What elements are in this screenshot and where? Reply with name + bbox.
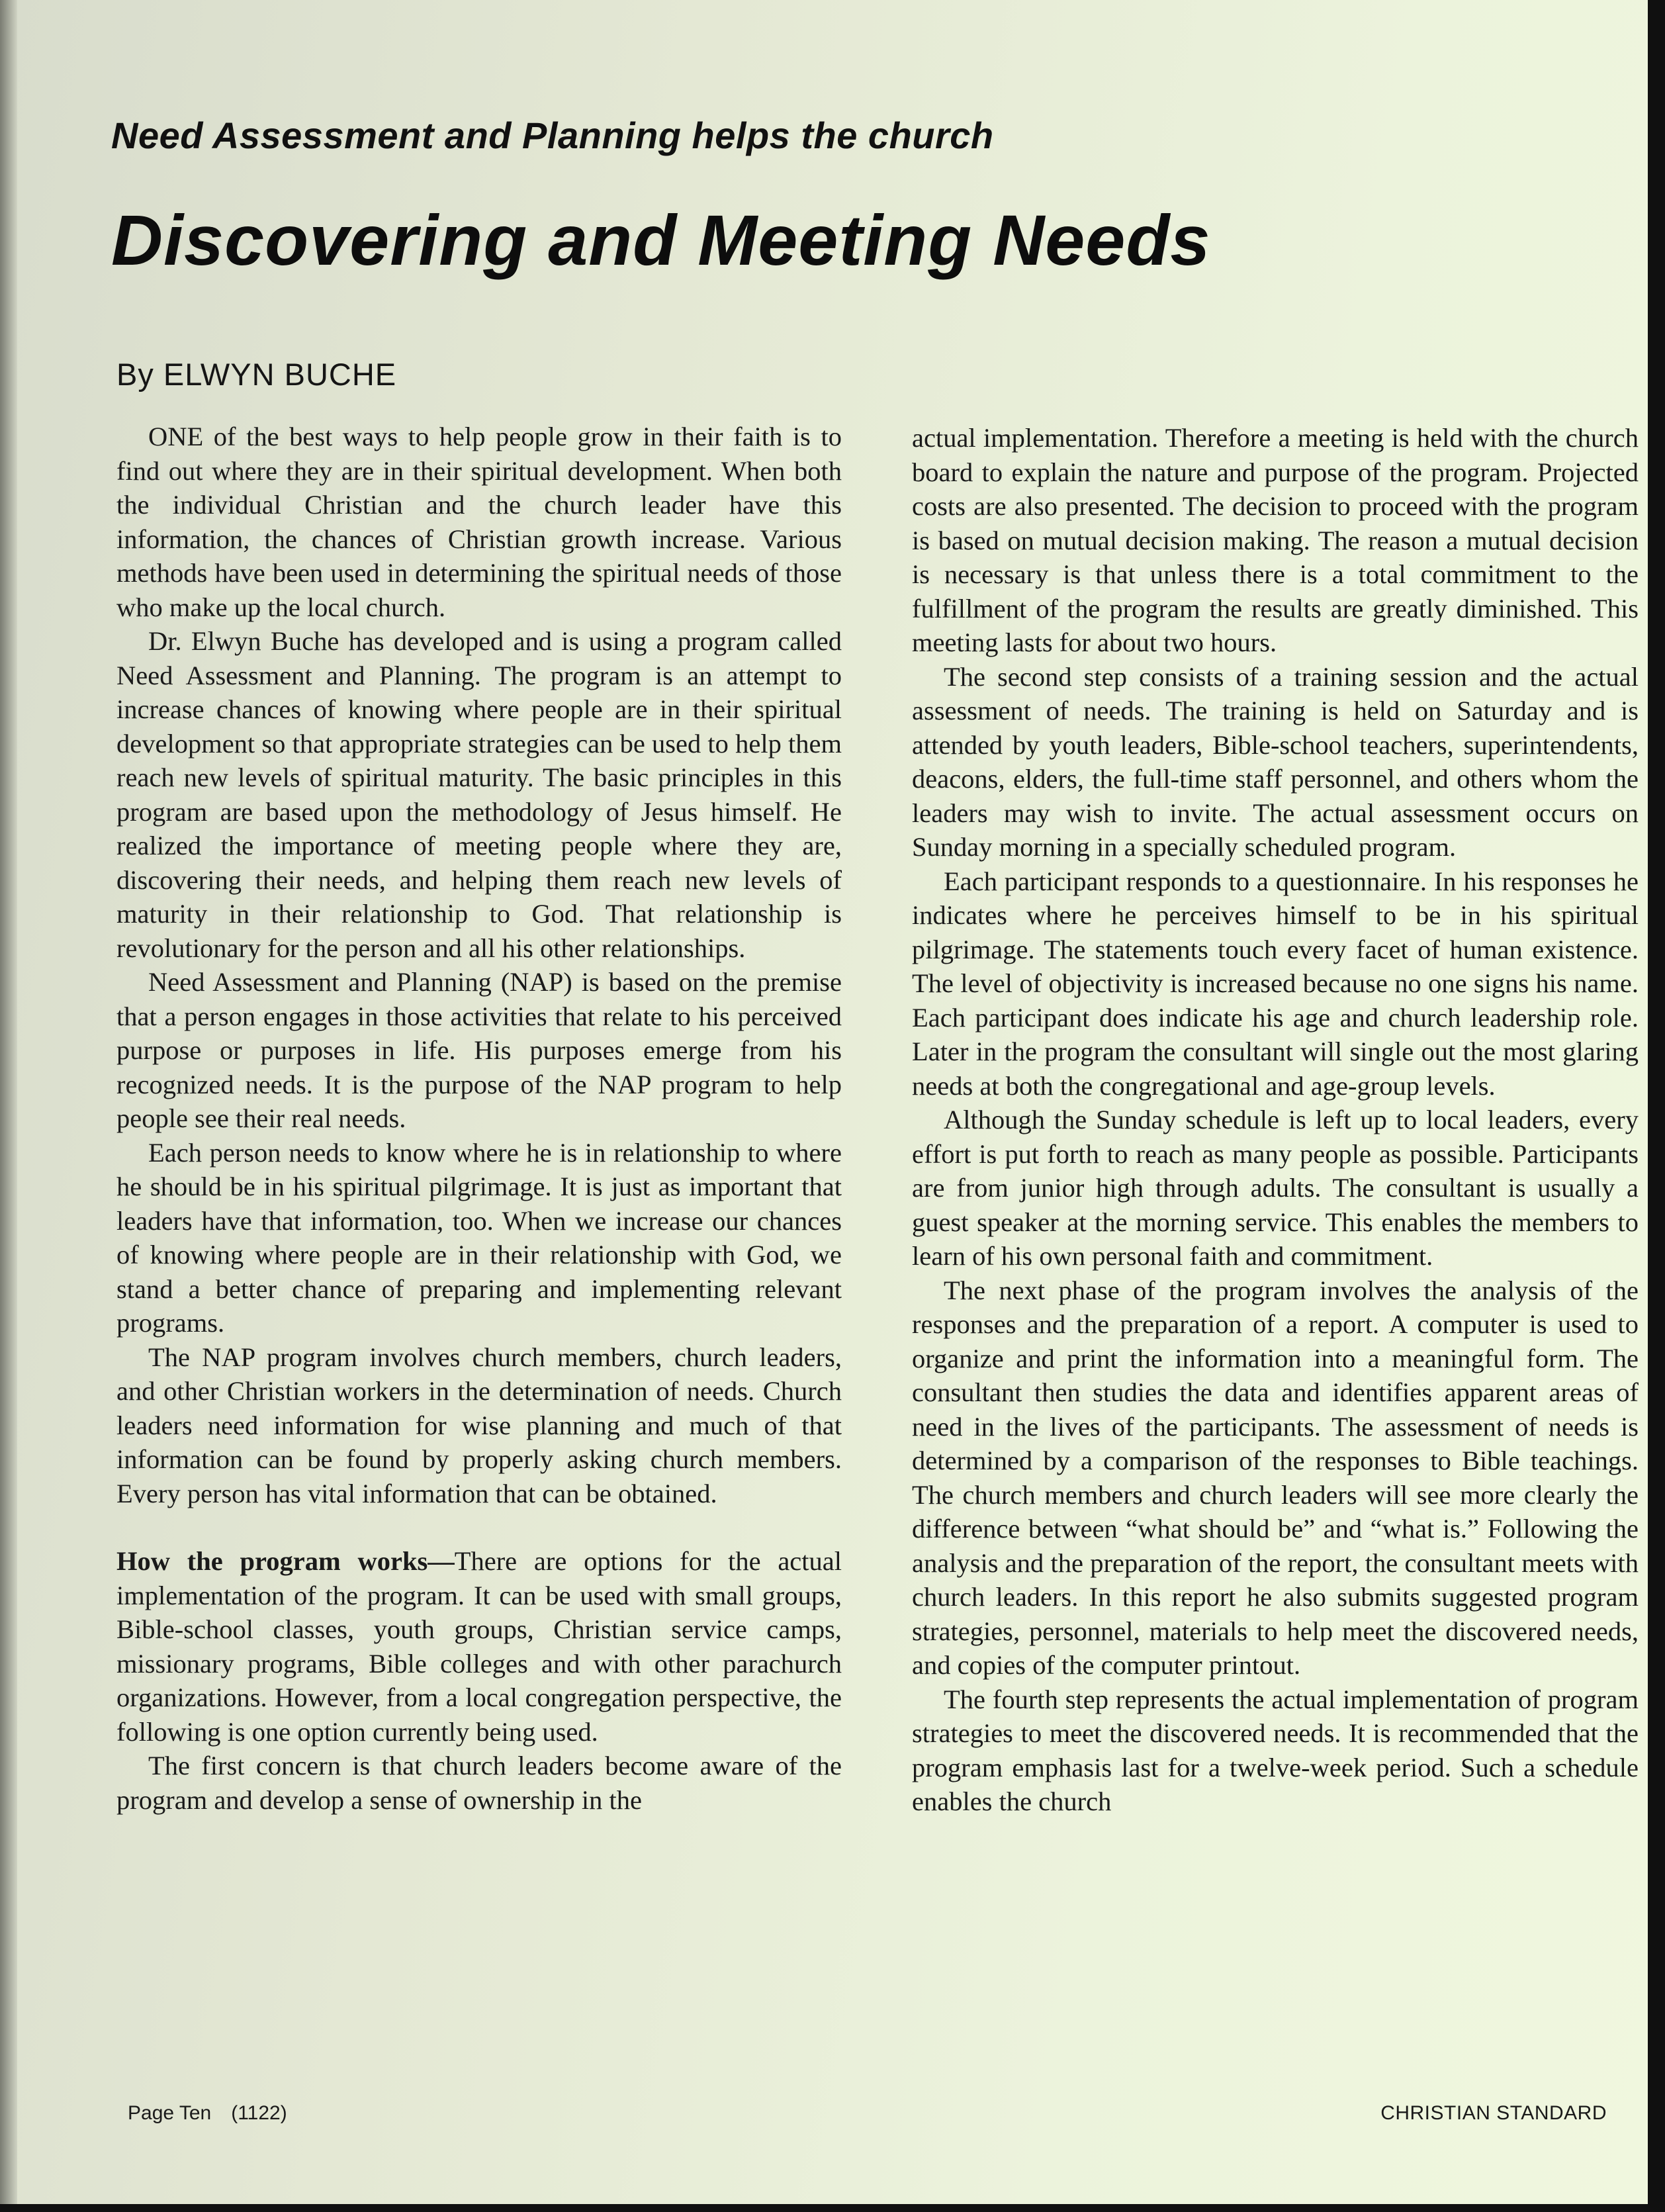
right-column: [912, 421, 1639, 1819]
paragraph: The fourth step represents the actual implementation of program strategies to meet the discovered needs. It is recommended that the program emphasis last for a twelve-week period. Such a schedule enables the church: [912, 1684, 1639, 1816]
paragraph: actual implementation. Therefore a meeting is held with the church board to explain the nature and purpose of the program. Projected costs are also presented. The decision to proceed with the program is based on mutual decision making. The reason a mutual decision is necessary is that unless there is a total commitment to the fulfillment of the program the results are greatly diminished. This meeting lasts for about two hours.: [912, 423, 1639, 657]
paragraph: The second step consists of a training session and the actual assessment of needs. The training is held on Saturday and is attended by youth leaders, Bible-school teachers, superintendents, deacons, elders, the full-time staff personnel, and others whom the leaders may wish to invite. The actual assessment occurs on Sunday morning in a specially scheduled program.: [912, 661, 1639, 862]
paragraph: Need Assessment and Planning (NAP) is based on the premise that a person engages in those activities that relate to his perceived purpose or purposes in life. His purposes emerge from his recognized needs. It is the purpose of the NAP program to help people see their real needs.: [116, 967, 842, 1133]
paragraph: The first concern is that church leaders become aware of the program and develop a sense of ownership in the: [116, 1751, 842, 1815]
publication-name: CHRISTIAN STANDARD: [1380, 2102, 1607, 2124]
paragraph: The next phase of the program involves the analysis of the responses and the preparation of a report. A computer is used to organize and print the information into a meaningful form. The consultant then studies the data and identifies apparent areas of need in the lives of the participants. The assessment of needs is determined by a comparison of the responses to Bible teachings. The church members and church leaders will see more clearly the difference between “what should be” and “what is.” Following the analysis and the preparation of the report, the consultant meets with church leaders. In this report he also submits suggested program strategies, personnel, materials to help meet the discovered needs, and copies of the computer printout.: [912, 1275, 1639, 1680]
paragraph: Dr. Elwyn Buche has developed and is using a program called Need Assessment and Planning. The program is an attempt to increase chances of knowing where people are in their spiritual development so that appropriate strategies can be used to help them reach new levels of spiritual maturity. The basic principles in this program are based upon the methodology of Jesus himself. He realized the importance of meeting people where they are, discovering their needs, and helping them reach new levels of maturity in their relationship to God. That relationship is revolutionary for the person and all his other relationships.: [116, 626, 842, 963]
page-label: Page Ten: [128, 2102, 212, 2124]
paragraph: The NAP program involves church members, church leaders, and other Christian workers in the determination of needs. Church leaders need information for wise planning and much of that information can be found by properly asking church members. Every person has vital information that can be obtained.: [116, 1342, 842, 1508]
paragraph-with-subhead: [116, 1544, 842, 1749]
article-kicker: Need Assessment and Planning helps the church: [111, 115, 994, 156]
paragraph: ONE of the best ways to help people grow in their faith is to find out where they are in their spiritual development. When both the individual Christian and the church leader have this information, the chances of Christian growth increase. Various methods have been used in determining the spiritual needs of those who make up the local church.: [116, 422, 842, 622]
paragraph: Each person needs to know where he is in relationship to where he should be in his spiritual pilgrimage. It is just as important that leaders have that information, too. When we increase our chances of knowing where people are in their relationship with God, we stand a better chance of preparing and implementing relevant programs.: [116, 1137, 842, 1338]
section-subhead: How the program works—: [116, 1546, 455, 1576]
article-byline: By ELWYN BUCHE: [116, 357, 397, 392]
paragraph: Each participant responds to a questionnaire. In his responses he indicates where he perceives himself to be in his spiritual pilgrimage. The statements touch every facet of human existence. The level of objectivity is increased because no one signs his name. Each participant does indicate his age and church leadership role. Later in the program the consultant will single out the most glaring needs at both the congregational and age-group levels.: [912, 866, 1639, 1101]
page-number: (1122): [231, 2102, 287, 2124]
paragraph-body: There are options for the actual implementation of the program. It can be used with small groups, Bible-school classes, youth groups, Christian service camps, missionary programs, Bible colleges and with other parachurch organizations. However, from a local congregation perspective, the following is one option currently being used.: [116, 1546, 842, 1747]
page-footer-left: [128, 2102, 287, 2125]
page-edge-shadow: [0, 0, 17, 2204]
left-column: [116, 420, 842, 1817]
paragraph: Although the Sunday schedule is left up to local leaders, every effort is put forth to reach as many people as possible. Participants are from junior high through adults. The consultant is usually a guest speaker at the morning service. This enables the members to learn of his own personal faith and commitment.: [912, 1105, 1639, 1271]
article-title: Discovering and Meeting Needs: [111, 200, 1211, 280]
